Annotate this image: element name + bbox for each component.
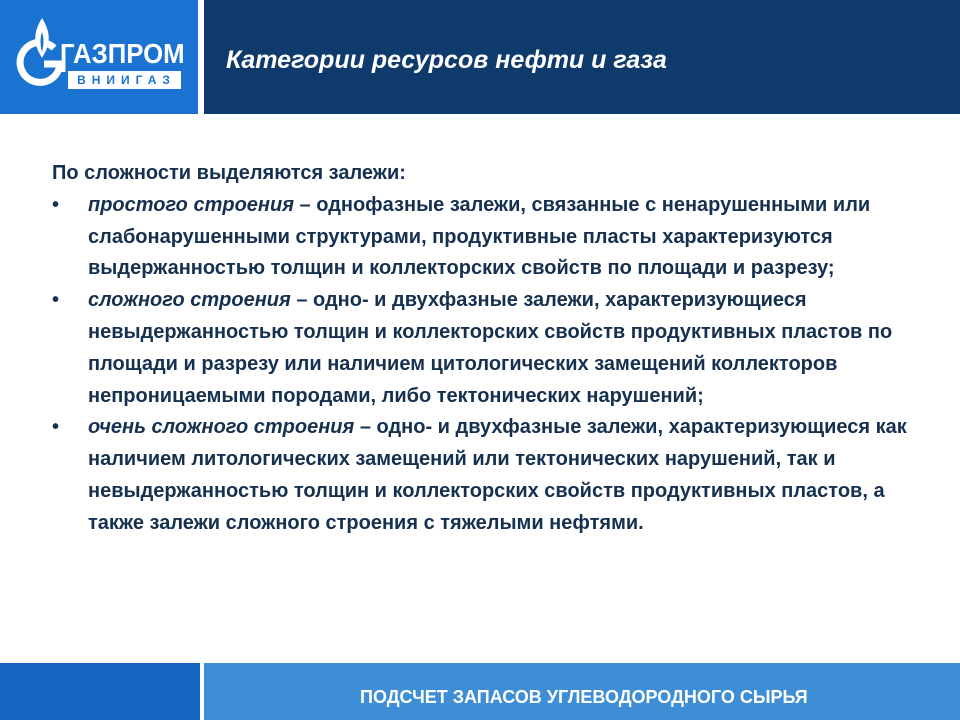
intro-text: По сложности выделяются залежи: (52, 162, 406, 184)
category-term: простого строения (88, 193, 294, 216)
list-item-complex-structure (52, 285, 912, 412)
logo-subtitle: ВНИИГАЗ (68, 71, 181, 89)
category-description: – одно- и двухфазные залежи, характеризующиеся невыдержанностью толщин и коллекторских свойств продуктивных пластов по площади и разрезу или наличием цитологических замещений коллекторов непроницаемыми породами, либо тектонических нарушений; (88, 289, 893, 407)
footer-left-block (0, 663, 200, 720)
deposit-category-list (52, 190, 912, 540)
gazprom-vniigaz-logo (0, 0, 198, 114)
page-title: Категории ресурсов нефти и газа (226, 46, 667, 74)
bullet-icon: • (52, 289, 60, 312)
slide-footer (0, 663, 960, 720)
bullet-icon: • (52, 193, 60, 216)
list-item-very-complex-structure (52, 412, 912, 539)
footer-caption: ПОДСЧЕТ ЗАПАСОВ УГЛЕВОДОРОДНОГО СЫРЬЯ (360, 687, 808, 707)
category-description: – однофазные залежи, связанные с ненарушенными или слабонарушенными структурами, продуктивные пласты характеризуются выдержанностью толщин и коллекторских свойств по площади и разрезу; (88, 193, 871, 280)
category-term: сложного строения (88, 289, 291, 312)
header-divider (198, 0, 204, 114)
slide-header (0, 0, 960, 114)
category-term: очень сложного строения (88, 416, 355, 439)
bullet-icon: • (52, 416, 60, 439)
list-item-simple-structure (52, 190, 912, 285)
slide-body (52, 158, 912, 540)
category-description: – одно- и двухфазные залежи, характеризующиеся как наличием литологических замещений или тектонических нарушений, так и невыдержанностью толщин и коллекторских свойств продуктивных пластов, а также залежи сложного строения с тяжелыми нефтями. (88, 416, 907, 534)
logo-wordmark: ГАЗПРОМ (60, 38, 185, 69)
